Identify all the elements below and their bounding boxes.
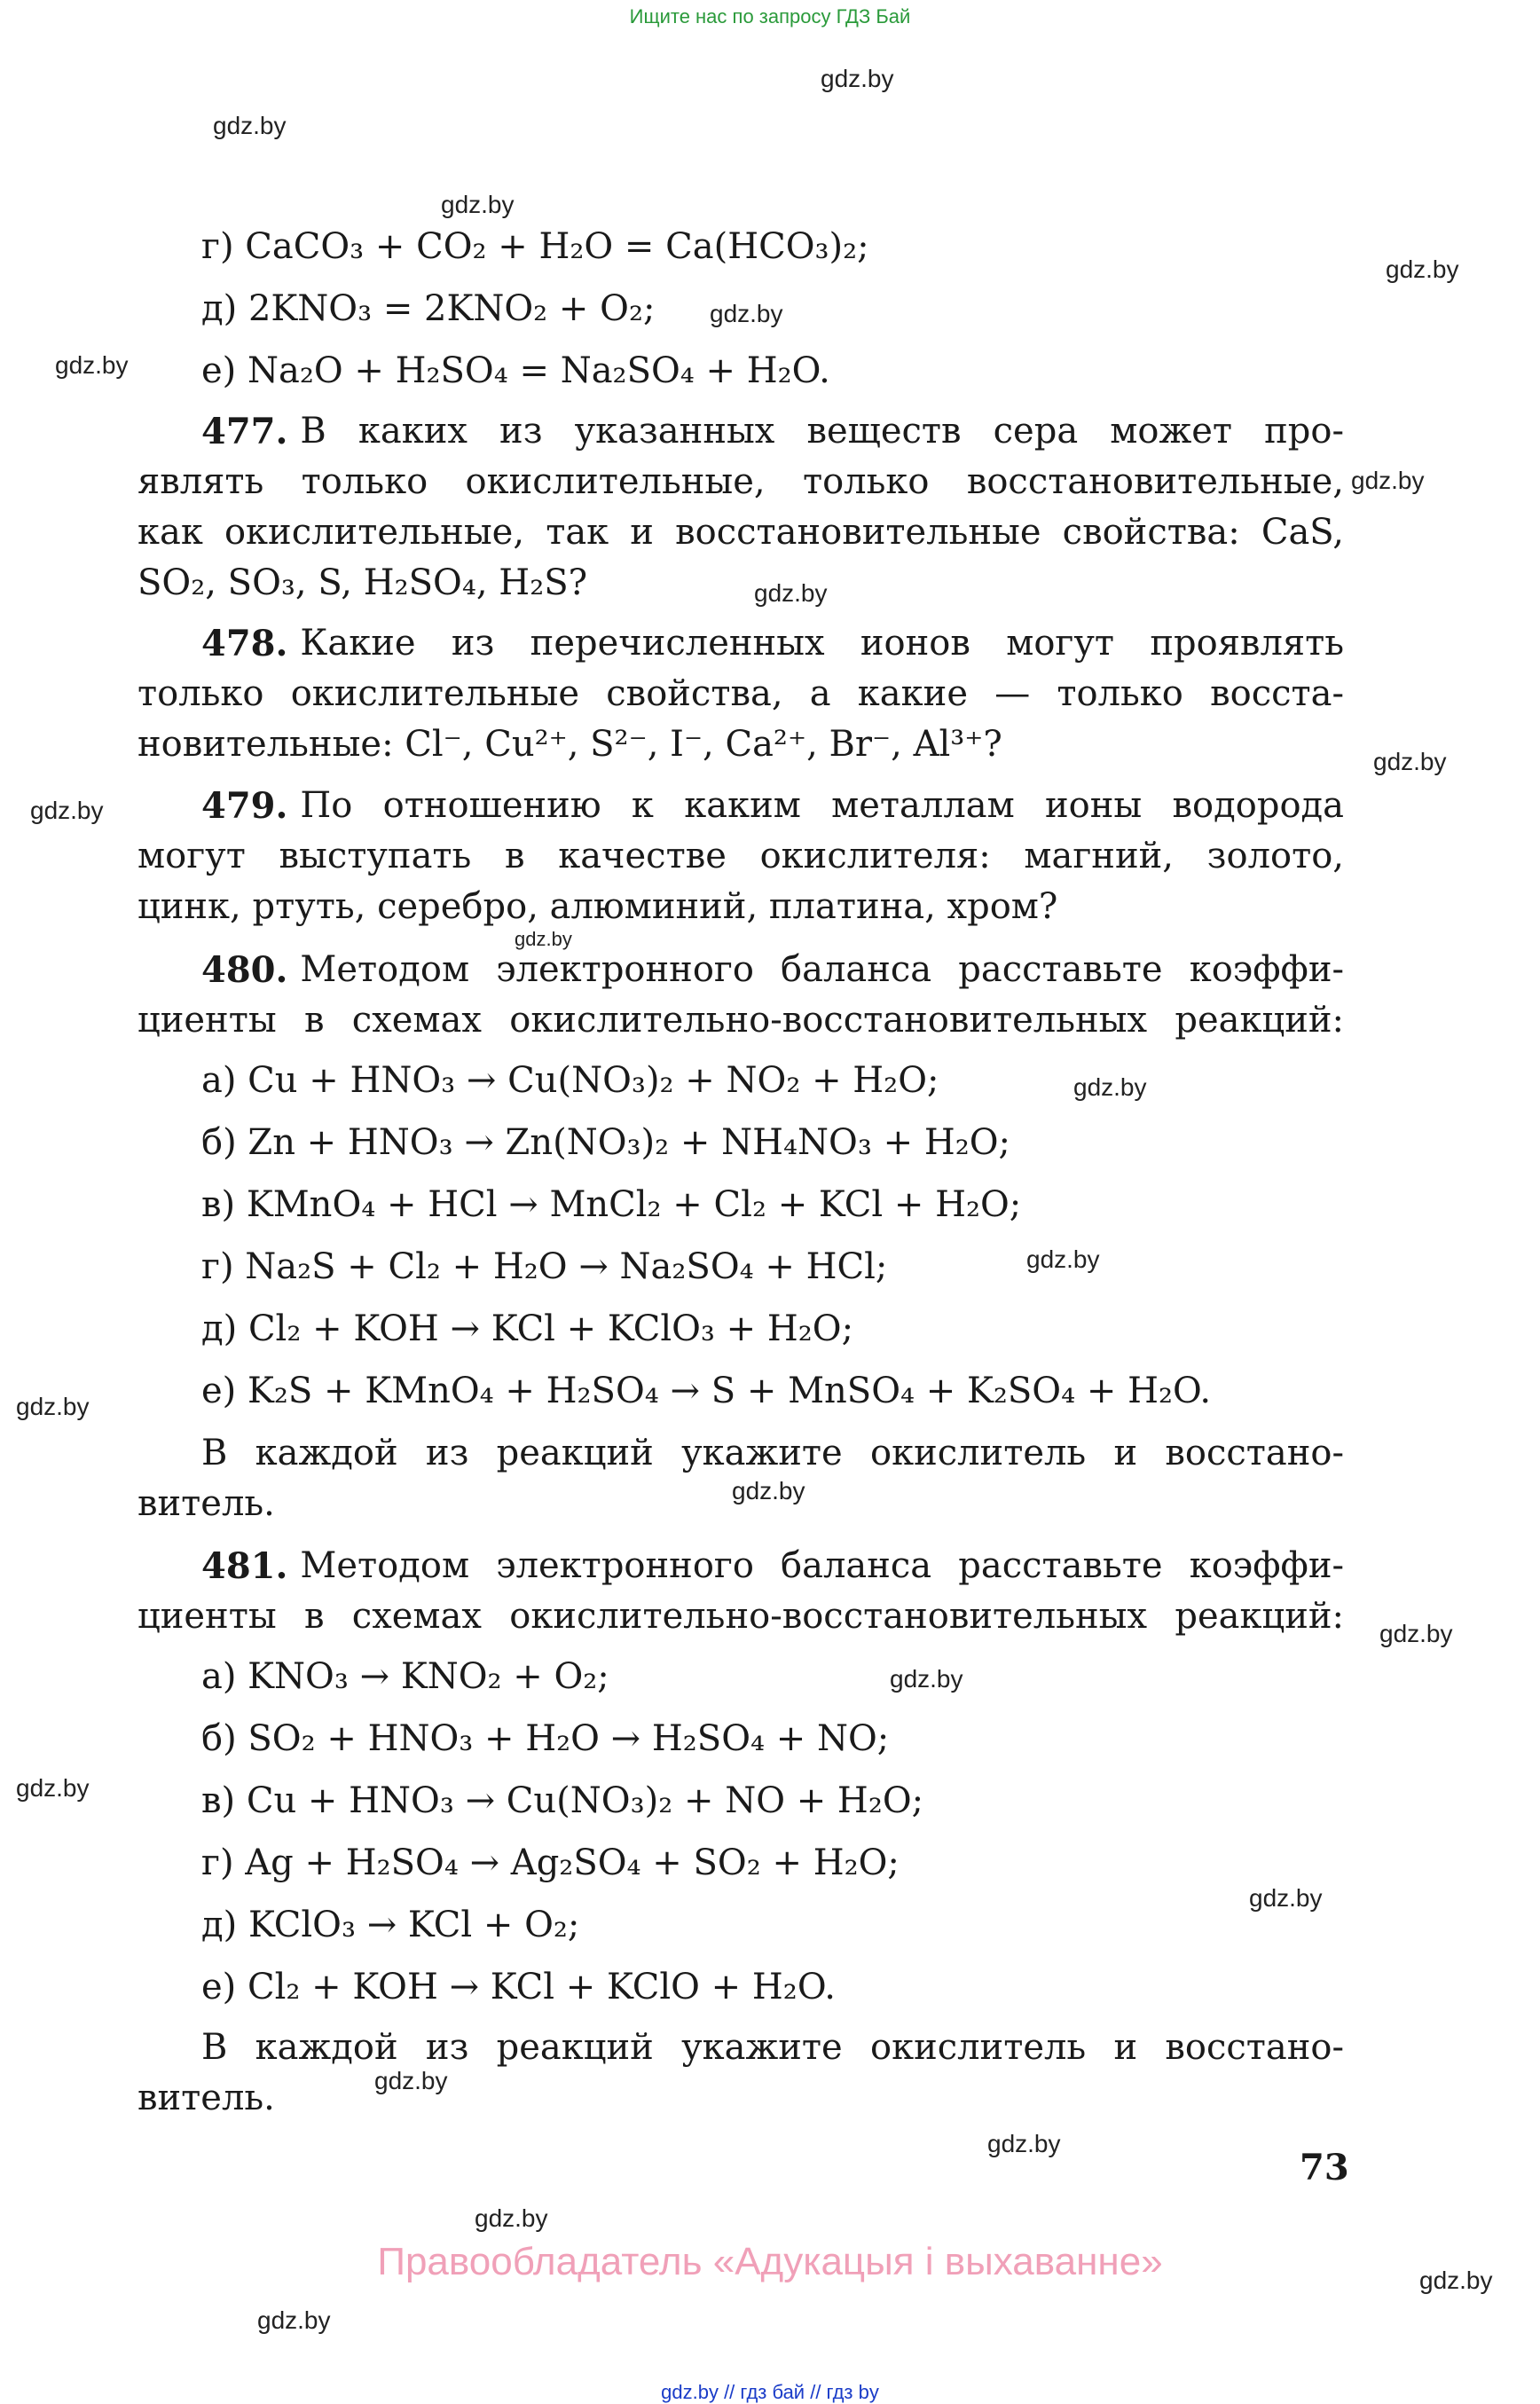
problem-note: В каждой из реакций укажите окислитель и восстано- bbox=[201, 1433, 1344, 1473]
reaction-line: б) Zn + HNO₃ → Zn(NO₃)₂ + NH₄NO₃ + H₂O; bbox=[201, 1122, 1011, 1163]
problem-number: 477. bbox=[201, 411, 288, 452]
watermark: gdz.by bbox=[1249, 1884, 1323, 1912]
reaction-line: е) K₂S + KMnO₄ + H₂SO₄ → S + MnSO₄ + K₂SO₄ + H₂O. bbox=[201, 1371, 1212, 1411]
problem-text: только окислительные свойства, а какие — только восста- bbox=[138, 673, 1344, 714]
watermark: gdz.by bbox=[732, 1477, 805, 1504]
problem-text: новительные: Cl⁻, Cu²⁺, S²⁻, I⁻, Ca²⁺, Br⁻, Al³⁺? bbox=[138, 724, 1002, 765]
reaction-line: г) Na₂S + Cl₂ + H₂O → Na₂SO₄ + HCl; bbox=[201, 1246, 888, 1287]
problem-number: 479. bbox=[201, 785, 288, 827]
problem-number: 478. bbox=[201, 623, 288, 664]
watermark: gdz.by bbox=[374, 2067, 448, 2094]
page-number: 73 bbox=[1300, 2147, 1349, 2188]
reaction-line: в) KMnO₄ + HCl → MnCl₂ + Cl₂ + KCl + H₂O; bbox=[201, 1184, 1022, 1225]
watermark: gdz.by bbox=[30, 797, 104, 824]
problem-number: 481. bbox=[201, 1545, 288, 1587]
reaction-line: б) SO₂ + HNO₃ + H₂O → H₂SO₄ + NO; bbox=[201, 1718, 890, 1759]
rights-holder: Правообладатель «Адукацыя і выхаванне» bbox=[377, 2240, 1163, 2283]
reaction-line: е) Na₂O + H₂SO₄ = Na₂SO₄ + H₂O. bbox=[201, 350, 830, 391]
watermark: gdz.by bbox=[710, 300, 783, 327]
problem-text: цинк, ртуть, серебро, алюминий, платина, хром? bbox=[138, 886, 1058, 927]
watermark: gdz.by bbox=[1351, 467, 1425, 494]
watermark: gdz.by bbox=[821, 65, 894, 92]
problem-note: витель. bbox=[138, 2078, 275, 2118]
watermark: gdz.by bbox=[987, 2130, 1061, 2157]
reaction-line: а) KNO₃ → KNO₂ + O₂; bbox=[201, 1656, 609, 1697]
reaction-line: г) CaCO₃ + CO₂ + H₂O = Ca(HCO₃)₂; bbox=[201, 226, 869, 267]
reaction-line: д) 2KNO₃ = 2KNO₂ + O₂; bbox=[201, 288, 656, 329]
watermark: gdz.by bbox=[475, 2204, 548, 2232]
watermark: gdz.by bbox=[1026, 1245, 1100, 1273]
watermark: gdz.by bbox=[890, 1665, 963, 1693]
problem-text: как окислительные, так и восстановительные свойства: CaS, bbox=[138, 512, 1344, 553]
watermark: gdz.by bbox=[1379, 1620, 1453, 1647]
watermark: gdz.by bbox=[754, 579, 828, 607]
watermark: gdz.by bbox=[1373, 748, 1447, 775]
problem-note: В каждой из реакций укажите окислитель и восстано- bbox=[201, 2027, 1344, 2068]
watermark: gdz.by bbox=[1419, 2267, 1493, 2294]
reaction-line: д) Cl₂ + KOH → KCl + KClO₃ + H₂O; bbox=[201, 1308, 854, 1349]
watermark: gdz.by bbox=[213, 112, 287, 139]
problem-478-first-line bbox=[201, 618, 1344, 669]
problem-477-first-line bbox=[201, 406, 1344, 457]
problem-text: являть только окислительные, только восстановительные, bbox=[138, 461, 1344, 502]
problem-480-first-line bbox=[201, 945, 1344, 995]
problem-481-first-line bbox=[201, 1541, 1344, 1591]
problem-number: 480. bbox=[201, 949, 288, 991]
problem-text: По отношению к каким металлам ионы водорода bbox=[300, 785, 1344, 826]
reaction-line: а) Cu + HNO₃ → Cu(NO₃)₂ + NO₂ + H₂O; bbox=[201, 1060, 939, 1101]
reaction-line: д) KClO₃ → KCl + O₂; bbox=[201, 1905, 580, 1945]
problem-text: В каких из указанных веществ сера может про- bbox=[300, 411, 1344, 452]
watermark: gdz.by bbox=[515, 928, 572, 950]
footer-links[interactable]: gdz.by // гдз бай // гдз by bbox=[661, 2381, 879, 2403]
problem-text: Методом электронного баланса расставьте коэффи- bbox=[300, 949, 1344, 990]
watermark: gdz.by bbox=[441, 191, 515, 218]
reaction-line: г) Ag + H₂SO₄ → Ag₂SO₄ + SO₂ + H₂O; bbox=[201, 1842, 900, 1883]
problem-479-first-line bbox=[201, 781, 1344, 831]
top-banner: Ищите нас по запросу ГДЗ Бай bbox=[629, 5, 911, 27]
problem-note: витель. bbox=[138, 1483, 275, 1524]
reaction-line: е) Cl₂ + KOH → KCl + KClO + H₂O. bbox=[201, 1967, 836, 2007]
problem-text: циенты в схемах окислительно-восстановительных реакций: bbox=[138, 1596, 1344, 1637]
watermark: gdz.by bbox=[16, 1393, 90, 1420]
problem-text: SO₂, SO₃, S, H₂SO₄, H₂S? bbox=[138, 562, 588, 603]
watermark: gdz.by bbox=[16, 1774, 90, 1802]
problem-text: циенты в схемах окислительно-восстановительных реакций: bbox=[138, 1000, 1344, 1041]
problem-text: Какие из перечисленных ионов могут проявлять bbox=[300, 623, 1344, 664]
watermark: gdz.by bbox=[55, 351, 129, 379]
watermark: gdz.by bbox=[1386, 255, 1459, 283]
problem-text: могут выступать в качестве окислителя: магний, золото, bbox=[138, 836, 1344, 876]
watermark: gdz.by bbox=[257, 2306, 331, 2334]
problem-text: Методом электронного баланса расставьте коэффи- bbox=[300, 1545, 1344, 1586]
reaction-line: в) Cu + HNO₃ → Cu(NO₃)₂ + NO + H₂O; bbox=[201, 1780, 924, 1821]
watermark: gdz.by bbox=[1073, 1073, 1147, 1101]
